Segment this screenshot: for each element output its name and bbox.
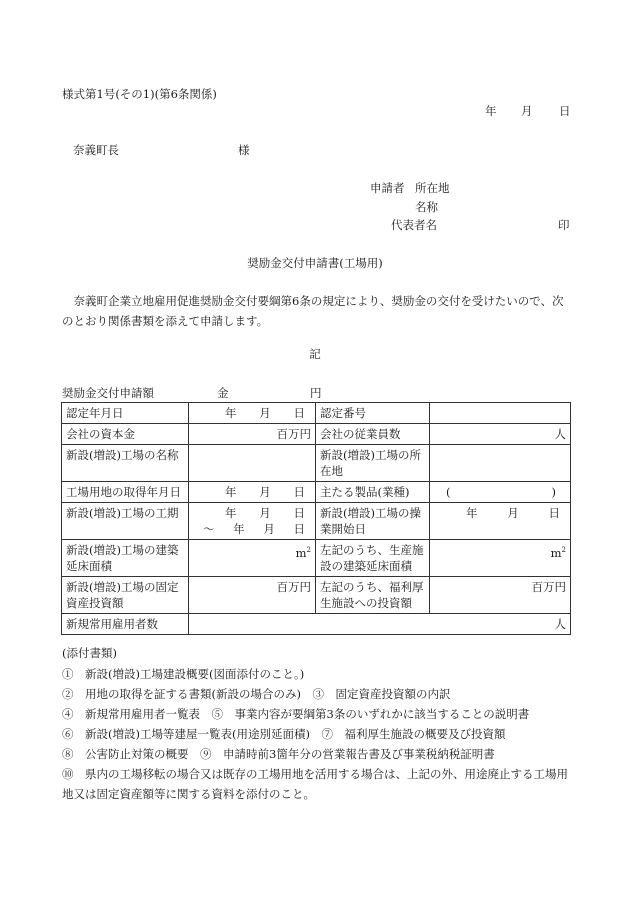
applicant-name-label: 名称: [415, 200, 438, 214]
month-unit: 月: [259, 485, 271, 499]
year-unit: 年: [225, 506, 237, 520]
month-unit: 月: [507, 506, 519, 520]
date-day-label: 日: [559, 104, 571, 118]
table-row: [62, 503, 571, 540]
month-unit: 月: [259, 506, 271, 520]
body-paragraph: 奈義町企業立地雇用促進奨励金交付要綱第6条の規定により、奨励金の交付を受けたいので、次のとおり関係書類を添えて申請します。: [62, 294, 564, 328]
attachments-heading: (添付書類): [62, 646, 117, 660]
factory-name-value: [189, 445, 316, 482]
attachment-item: ② 用地の取得を証する書類(新設の場合のみ) ③ 固定資産投資額の内訳: [62, 687, 451, 701]
factory-location-label: 新設(増設)工場の所在地: [316, 445, 430, 482]
period-label: 新設(増設)工場の工期: [62, 503, 189, 540]
new-emp-label: 新規常用雇用者数: [62, 614, 189, 635]
year-unit: 年: [233, 522, 245, 536]
factory-location-value: [430, 445, 571, 482]
table-row: [62, 424, 571, 445]
day-unit: 日: [293, 506, 305, 520]
cert-no-label: 認定番号: [316, 403, 430, 424]
day-unit: 日: [548, 506, 560, 520]
addressee: 奈義町長: [73, 143, 119, 157]
year-unit: 年: [225, 485, 237, 499]
cert-date-label: 認定年月日: [62, 403, 189, 424]
welfare-label: 左記のうち、福利厚生施設への投資額: [316, 577, 430, 614]
product-label: 主たる製品(業種): [316, 482, 430, 503]
amount-kin: 金: [217, 386, 229, 400]
asset-value: 百万円: [189, 577, 316, 614]
land-date-label: 工場用地の取得年月日: [62, 482, 189, 503]
production-area-label: 左記のうち、生産施設の建築延床面積: [316, 540, 430, 577]
month-unit: 月: [259, 406, 271, 420]
land-date-value: [189, 482, 316, 503]
employees-value: 人: [430, 424, 571, 445]
new-emp-value: 人: [189, 614, 571, 635]
document-title: 奨励金交付申請書(工場用): [247, 256, 383, 270]
floor-area-unit: m: [295, 545, 307, 560]
addressee-honorific: 様: [238, 143, 250, 157]
period-value: [189, 503, 316, 540]
attachment-item: ⑧ 公害防止対策の概要 ⑨ 申請時前3箇年分の営業報告書及び事業税納税証明書: [62, 747, 495, 761]
start-label: 新設(増設)工場の操業開始日: [316, 503, 430, 540]
attachment-item: ① 新設(増設)工場建設概要(図面添付のこと。): [62, 667, 305, 681]
seal-mark: 印: [558, 218, 570, 232]
paren-open: (: [446, 485, 451, 499]
welfare-value: 百万円: [430, 577, 571, 614]
table-row: [62, 482, 571, 503]
ki-label: 記: [309, 347, 321, 361]
cert-date-value: [189, 403, 316, 424]
production-area-unit: m: [550, 545, 562, 560]
floor-area-value: [189, 540, 316, 577]
table-row: [62, 540, 571, 577]
product-value: [430, 482, 571, 503]
employees-label: 会社の従業員数: [316, 424, 430, 445]
paren-close: ): [551, 485, 556, 499]
applicant-rep-label: 代表者名: [391, 218, 437, 232]
year-unit: 年: [466, 506, 478, 520]
squared-mark: 2: [561, 546, 566, 554]
year-unit: 年: [225, 406, 237, 420]
factory-name-label: 新設(増設)工場の名称: [62, 445, 189, 482]
form-number: 様式第1号(その1)(第6条関係): [62, 87, 217, 101]
start-value: [430, 503, 571, 540]
date-month-label: 月: [521, 104, 533, 118]
capital-label: 会社の資本金: [62, 424, 189, 445]
production-area-value: [430, 540, 571, 577]
cert-no-value: [430, 403, 571, 424]
floor-area-label: 新設(増設)工場の建築延床面積: [62, 540, 189, 577]
day-unit: 日: [293, 406, 305, 420]
asset-label: 新設(増設)工場の固定資産投資額: [62, 577, 189, 614]
amount-label: 奨励金交付申請額: [62, 386, 154, 400]
applicant-address-label: 所在地: [415, 181, 450, 195]
day-unit: 日: [293, 522, 305, 536]
application-table: [61, 402, 571, 635]
month-unit: 月: [263, 522, 275, 536]
date-year-label: 年: [485, 104, 497, 118]
table-row: [62, 577, 571, 614]
capital-value: 百万円: [189, 424, 316, 445]
attachment-item: ⑥ 新設(増設)工場等建屋一覧表(用途別延面積) ⑦ 福利厚生施設の概要及び投資額: [62, 727, 506, 741]
day-unit: 日: [293, 485, 305, 499]
tilde: 〜: [203, 522, 215, 536]
applicant-role: 申請者: [370, 181, 405, 195]
attachment-item: ④ 新規常用雇用者一覧表 ⑤ 事業内容が要綱第3条のいずれかに該当することの説明書: [62, 707, 530, 721]
table-row: [62, 403, 571, 424]
attachment-item: ⑩ 県内の工場移転の場合又は既存の工場用地を活用する場合は、上記の外、用途廃止する工場用地又は固定資産額等に関する資料を添付のこと。: [62, 767, 568, 801]
amount-yen: 円: [310, 386, 322, 400]
table-row: [62, 614, 571, 635]
squared-mark: 2: [306, 546, 311, 554]
table-row: [62, 445, 571, 482]
